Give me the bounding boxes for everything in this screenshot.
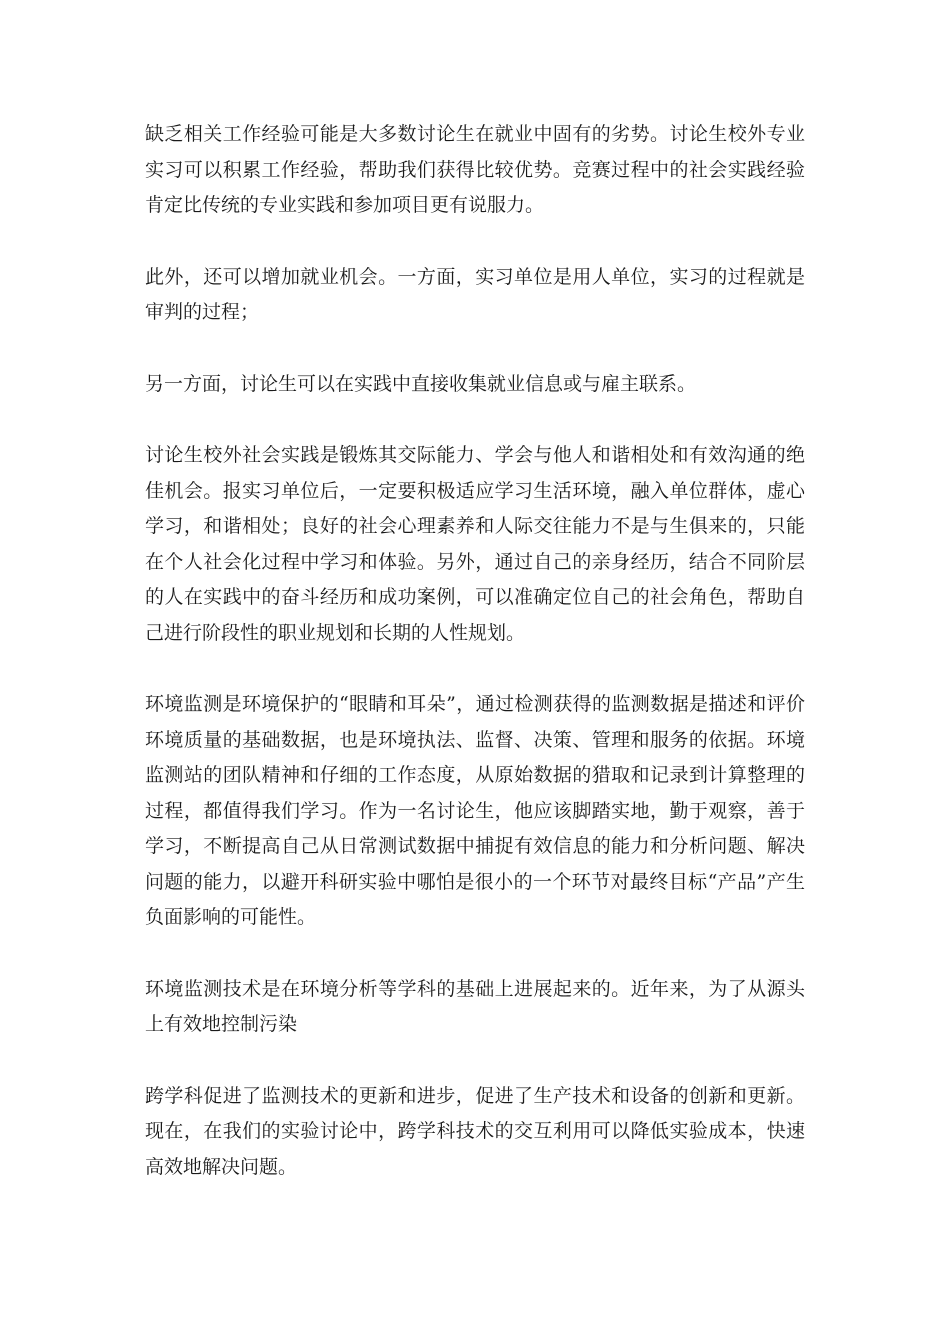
paragraph-social-practice: 讨论生校外社会实践是锻炼其交际能力、学会与他人和谐相处和有效沟通的绝佳机会。报实习单位后，一定要积极适应学习生活环境，融入单位群体，虚心学习，和谐相处；良好的社会心理素养和人际交往能力不是与生俱来的，只能在个人社会化过程中学习和体验。另外，通过自己的亲身经历，结合不同阶层的人在实践中的奋斗经历和成功案例，可以准确定位自己的社会角色，帮助自己进行阶段性的职业规划和长期的人性规划。 bbox=[145, 444, 805, 644]
paragraph-employment-chances: 此外，还可以增加就业机会。一方面，实习单位是用人单位，实习的过程就是审判的过程； bbox=[145, 265, 805, 323]
paragraph-work-experience: 缺乏相关工作经验可能是大多数讨论生在就业中固有的劣势。讨论生校外专业实习可以积累工作经验，帮助我们获得比较优势。竞赛过程中的社会实践经验肯定比传统的专业实践和参加项目更有说服力。 bbox=[145, 123, 805, 216]
paragraph-monitoring-technology: 环境监测技术是在环境分析等学科的基础上进展起来的。近年来，为了从源头上有效地控制污染 bbox=[145, 977, 805, 1035]
paragraph-employer-contact: 另一方面，讨论生可以在实践中直接收集就业信息或与雇主联系。 bbox=[145, 372, 697, 395]
paragraph-interdisciplinary: 跨学科促进了监测技术的更新和进步，促进了生产技术和设备的创新和更新。现在，在我们的实验讨论中，跨学科技术的交互利用可以降低实验成本，快速高效地解决问题。 bbox=[145, 1084, 805, 1178]
paragraph-environmental-monitoring: 环境监测是环境保护的“眼睛和耳朵”，通过检测获得的监测数据是描述和评价环境质量的基础数据，也是环境执法、监督、决策、管理和服务的依据。环境监测站的团队精神和仔细的工作态度，从原始数据的猎取和记录到计算整理的过程，都值得我们学习。作为一名讨论生，他应该脚踏实地，勤于观察，善于学习，不断提高自己从日常测试数据中捕捉有效信息的能力和分析问题、解决问题的能力，以避开科研实验中哪怕是很小的一个环节对最终目标“产品”产生负面影响的可能性。 bbox=[145, 693, 805, 928]
document-body bbox=[145, 117, 805, 1221]
